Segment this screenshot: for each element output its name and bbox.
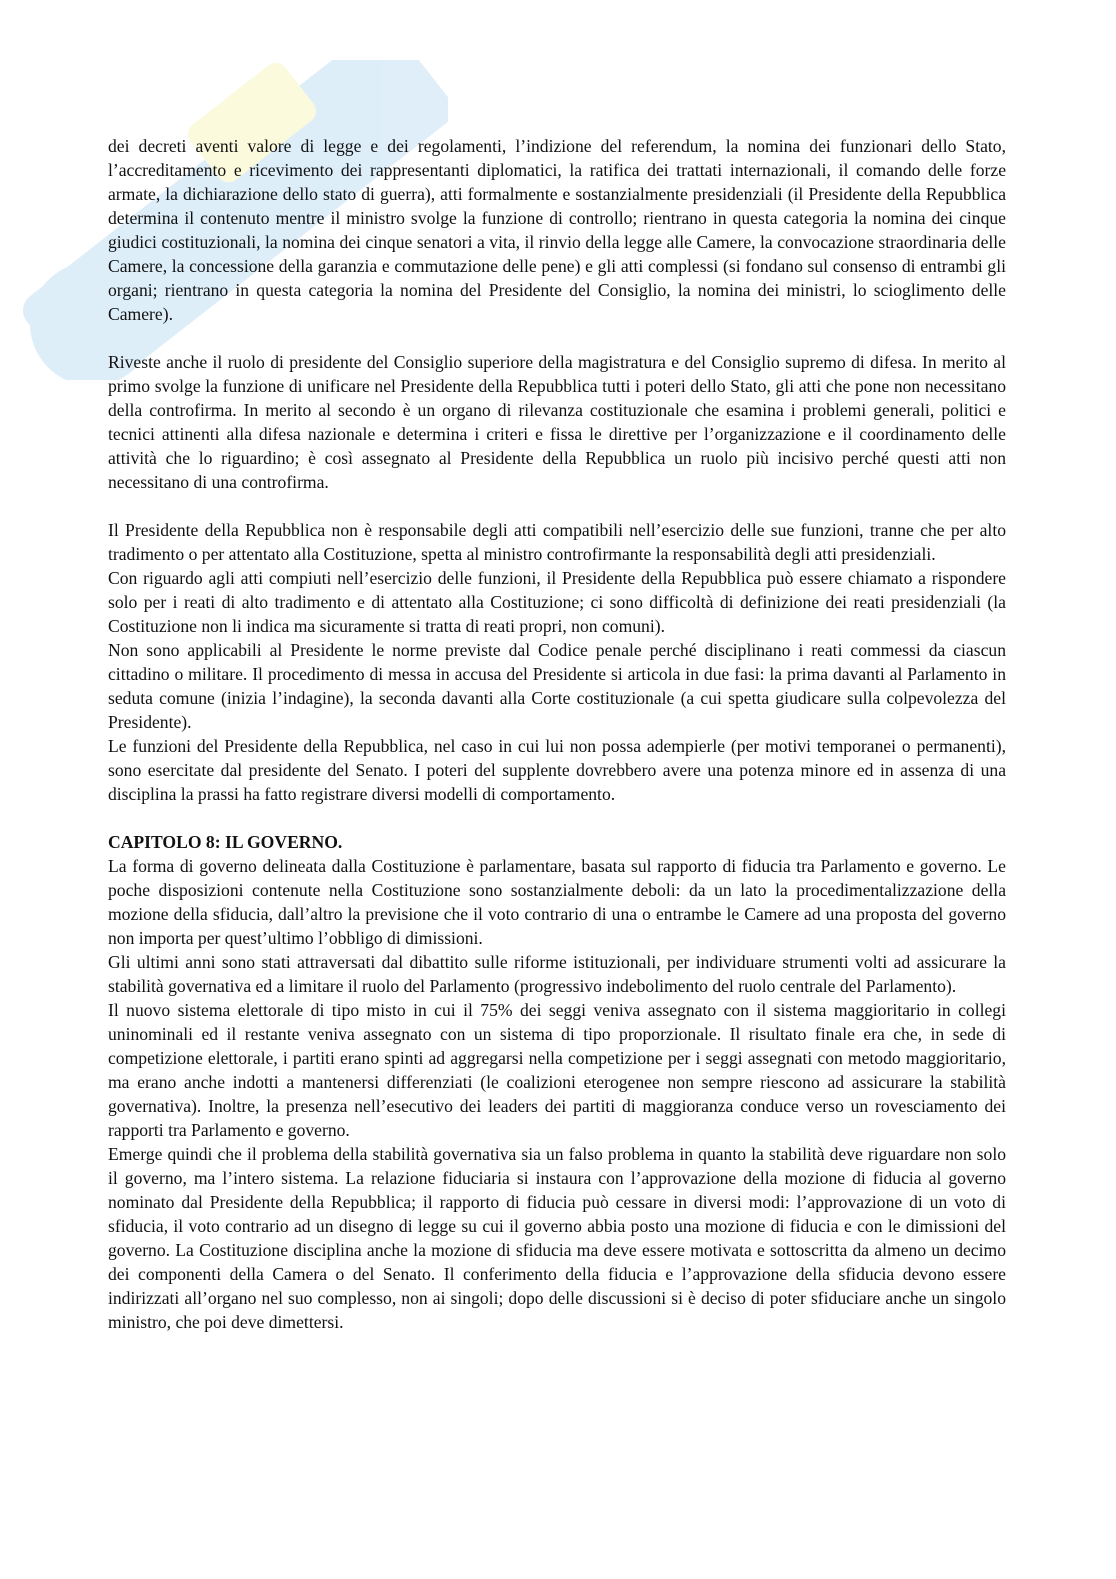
document-page xyxy=(108,134,1006,1334)
responsibility-paragraph: Non sono applicabili al Presidente le norme previste dal Codice penale perché disciplinano i reati commessi da ciascun cittadino o militare. Il procedimento di messa in accusa del Presidente si articola in due fasi: la prima davanti al Parlamento in seduta comune (inizia l’indagine), la seconda davanti alla Corte costituzionale (a cui spetta giudicare sulla colpevolezza del Presidente). xyxy=(108,640,1006,732)
paragraph-gap xyxy=(108,806,1006,830)
chapter-title: CAPITOLO 8: IL GOVERNO. xyxy=(108,832,343,852)
csm-paragraph: Riveste anche il ruolo di presidente del Consiglio superiore della magistratura e del Consiglio supremo di difesa. In merito al primo svolge la funzione di unificare nel Presidente della Repubblica tutti i poteri dello Stato, gli atti che pone non necessitano della controfirma. In merito al secondo è un organo di rilevanza costituzionale che esamina i problemi generali, politici e tecnici attinenti alla difesa nazionale e determina i criteri e fissa le direttive per l’organizzazione e il coordinamento delle attività che lo riguardino; è così assegnato al Presidente della Repubblica un ruolo più incisivo perché questi atti non necessitano di una controfirma. xyxy=(108,352,1006,492)
paragraph-gap xyxy=(108,326,1006,350)
responsibility-paragraph: Il Presidente della Repubblica non è responsabile degli atti compatibili nell’esercizio delle sue funzioni, tranne che per alto tradimento o per attentato alla Costituzione, spetta al ministro controfirmante la responsabilità degli atti presidenziali. xyxy=(108,520,1006,564)
paragraph-gap xyxy=(108,494,1006,518)
chapter-paragraph: Emerge quindi che il problema della stabilità governativa sia un falso problema in quanto la stabilità deve riguardare non solo il governo, ma l’intero sistema. La relazione fiduciaria si instaura con l’approvazione della mozione di fiducia al governo nominato dal Presidente della Repubblica; il rapporto di fiducia può cessare in diversi modi: l’approvazione di un voto di sfiducia, il voto contrario ad un disegno di legge su cui il governo abbia posto una mozione di fiducia e con le dimissioni del governo. La Costituzione disciplina anche la mozione di sfiducia ma deve essere motivata e sottoscritta da almeno un decimo dei componenti della Camera o del Senato. Il conferimento della fiducia e l’approvazione della sfiducia devono essere indirizzati all’organo nel suo complesso, non ai singoli; dopo delle discussioni si è deciso di poter sfiduciare anche un singolo ministro, che poi deve dimettersi. xyxy=(108,1144,1006,1332)
chapter-paragraph: Gli ultimi anni sono stati attraversati dal dibattito sulle riforme istituzionali, per individuare strumenti volti ad assicurare la stabilità governativa ed a limitare il ruolo del Parlamento (progressivo indebolimento del ruolo centrale del Parlamento). xyxy=(108,952,1006,996)
chapter-paragraph: Il nuovo sistema elettorale di tipo misto in cui il 75% dei seggi veniva assegnato con il sistema maggioritario in collegi uninominali ed il restante veniva assegnato con un sistema di tipo proporzionale. Il risultato finale era che, in sede di competizione elettorale, i partiti erano spinti ad aggregarsi nella competizione per i seggi assegnati con metodo maggioritario, ma erano anche indotti a mantenersi differenziati (le coalizioni eterogenee non sempre riescono ad assicurare la stabilità governativa). Inoltre, la presenza nell’esecutivo dei leaders dei partiti di maggioranza conduce verso un rovesciamento dei rapporti tra Parlamento e governo. xyxy=(108,1000,1006,1140)
chapter-paragraph: La forma di governo delineata dalla Costituzione è parlamentare, basata sul rapporto di fiducia tra Parlamento e governo. Le poche disposizioni contenute nella Costituzione sono sostanzialmente deboli: da un lato la procedimentalizzazione della mozione della sfiducia, dall’altro la previsione che il voto contrario di una o entrambe le Camere ad una proposta del governo non importa per quest’ultimo l’obbligo di dimissioni. xyxy=(108,856,1006,948)
responsibility-paragraph: Con riguardo agli atti compiuti nell’esercizio delle funzioni, il Presidente della Repubblica può essere chiamato a rispondere solo per i reati di alto tradimento e di attentato alla Costituzione; ci sono difficoltà di definizione dei reati presidenziali (la Costituzione non li indica ma sicuramente si tratta di reati propri, non comuni). xyxy=(108,568,1006,636)
responsibility-paragraph: Le funzioni del Presidente della Repubblica, nel caso in cui lui non possa adempierle (per motivi temporanei o permanenti), sono esercitate dal presidente del Senato. I poteri del supplente dovrebbero avere una potenza minore ed in assenza di una disciplina la prassi ha fatto registrare diversi modelli di comportamento. xyxy=(108,736,1006,804)
intro-paragraph: dei decreti aventi valore di legge e dei regolamenti, l’indizione del referendum, la nomina dei funzionari dello Stato, l’accreditamento e ricevimento dei rappresentanti diplomatici, la ratifica dei trattati internazionali, il comando delle forze armate, la dichiarazione dello stato di guerra), atti formalmente e sostanzialmente presidenziali (il Presidente della Repubblica determina il contenuto mentre il ministro svolge la funzione di controllo; rientrano in questa categoria la nomina dei cinque giudici costituzionali, la nomina dei cinque senatori a vita, il rinvio della legge alle Camere, la convocazione straordinaria delle Camere, la concessione della garanzia e commutazione delle pene) e gli atti complessi (si fondano sul consenso di entrambi gli organi; rientrano in questa categoria la nomina del Presidente del Consiglio, la nomina dei ministri, lo scioglimento delle Camere). xyxy=(108,136,1006,324)
